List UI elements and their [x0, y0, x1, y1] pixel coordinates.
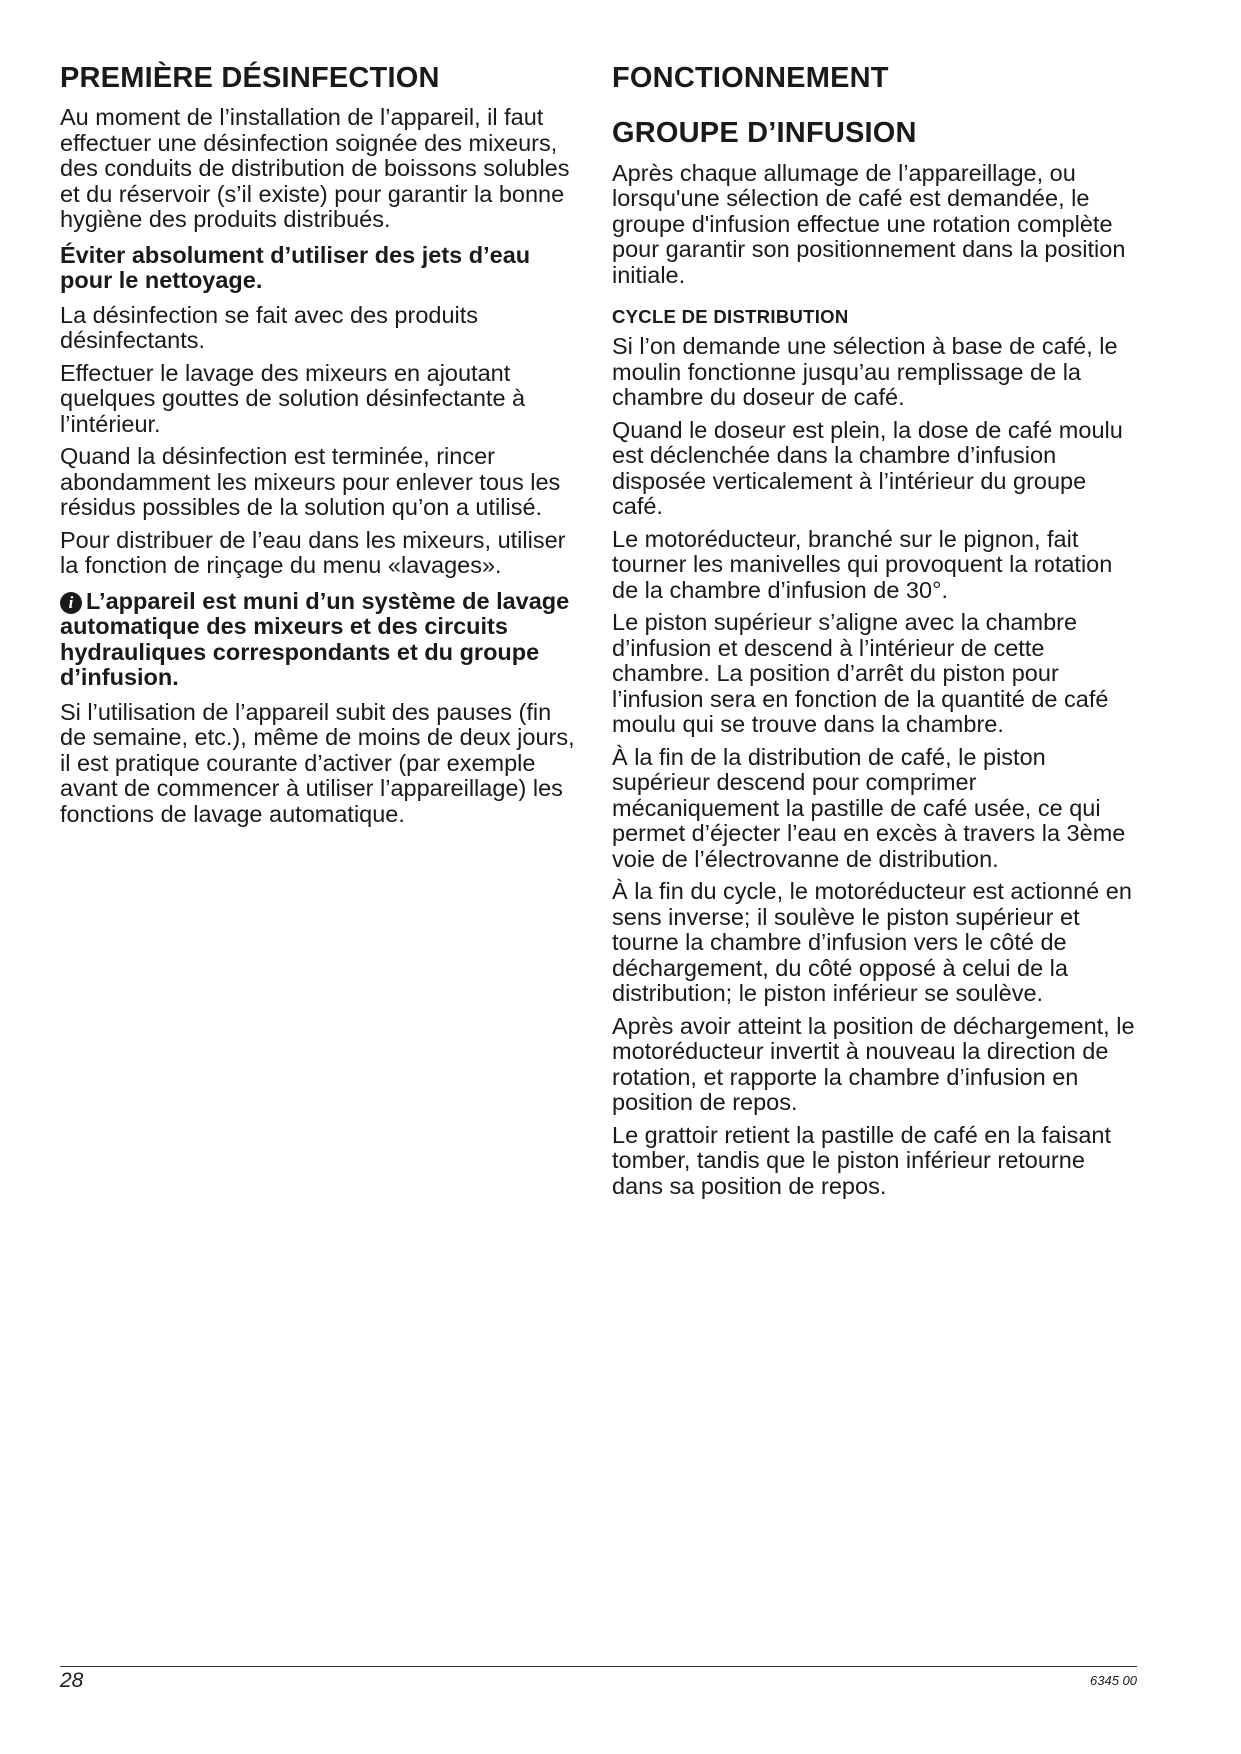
paragraph: Après chaque allumage de l’appareillage, ou lorsqu'une sélection de café est demandée, le groupe d'infusion effectue une rotation complète pour garantir son positionnement dans la position initiale.: [612, 159, 1126, 288]
paragraph: Effectuer le lavage des mixeurs en ajoutant quelques gouttes de solution désinfectante à l’intérieur.: [60, 359, 526, 437]
paragraph: Si l’on demande une sélection à base de café, le moulin fonctionne jusqu’au remplissage de la chambre du doseur de café.: [612, 333, 1118, 411]
left-column: [60, 62, 580, 834]
info-note-text: L’appareil est muni d’un système de lavage automatique des mixeurs et des circuits hydrauliques correspondants et du groupe d’infusion.: [60, 587, 570, 691]
document-code: 6345 00: [1090, 1673, 1137, 1688]
paragraph: Quand le doseur est plein, la dose de café moulu est déclenchée dans la chambre d’infusion disposée verticalement à l’intérieur du groupe café.: [612, 416, 1123, 520]
section-title-first-disinfection: PREMIÈRE DÉSINFECTION: [60, 62, 440, 94]
info-icon: i: [60, 592, 82, 614]
section-title-operation: FONCTIONNEMENT: [612, 62, 889, 94]
paragraph: La désinfection se fait avec des produits désinfectants.: [60, 301, 479, 354]
page-number: 28: [60, 1669, 84, 1692]
info-note: [60, 589, 580, 691]
paragraph: Pour distribuer de l’eau dans les mixeurs, utiliser la fonction de rinçage du menu «lavages».: [60, 526, 566, 579]
paragraph: Au moment de l’installation de l’appareil, il faut effectuer une désinfection soignée des mixeurs, des conduits de distribution de boissons solubles et du réservoir (s’il existe) pour garantir la bonne hygiène des produits distribués.: [60, 104, 570, 233]
paragraph: À la fin de la distribution de café, le piston supérieur descend pour comprimer mécaniquement la pastille de café usée, ce qui permet d’éjecter l’eau en excès à travers la 3ème voie de l’électrovanne de distribution.: [612, 743, 1126, 872]
paragraph: À la fin du cycle, le motoréducteur est actionné en sens inverse; il soulève le piston supérieur et tourne la chambre d’infusion vers le côté de déchargement, du côté opposé à celui de la distribution; le piston inférieur se soulève.: [612, 878, 1132, 1007]
paragraph: Le motoréducteur, branché sur le pignon, fait tourner les manivelles qui provoquent la rotation de la chambre d’infusion de 30°.: [612, 525, 1113, 603]
subsection-title-dispensing-cycle: CYCLE DE DISTRIBUTION: [612, 306, 849, 328]
section-title-brewing-unit: GROUPE D’INFUSION: [612, 117, 917, 150]
paragraph: Après avoir atteint la position de déchargement, le motoréducteur invertit à nouveau la direction de rotation, et rapporte la chambre d’infusion en position de repos.: [612, 1012, 1135, 1116]
warning-text: Éviter absolument d’utiliser des jets d’eau pour le nettoyage.: [60, 241, 531, 294]
paragraph: Quand la désinfection est terminée, rincer abondamment les mixeurs pour enlever tous les résidus possibles de la solution qu’on a utilisé.: [60, 443, 561, 521]
right-column: [612, 62, 1137, 1206]
paragraph: Le grattoir retient la pastille de café en la faisant tomber, tandis que le piston inférieur retourne dans sa position de repos.: [612, 1121, 1112, 1199]
paragraph: Le piston supérieur s’aligne avec la chambre d’infusion et descend à l’intérieur de cette chambre. La position d’arrêt du piston pour l’infusion sera en fonction de la quantité de café moulu qui se trouve dans la chambre.: [612, 609, 1109, 738]
paragraph: Si l’utilisation de l’appareil subit des pauses (fin de semaine, etc.), même de moins de deux jours, il est pratique courante d’activer (par exemple avant de commencer à utiliser l’appareillage) les fonctions de lavage automatique.: [60, 698, 575, 827]
footer-divider: [60, 1666, 1137, 1667]
